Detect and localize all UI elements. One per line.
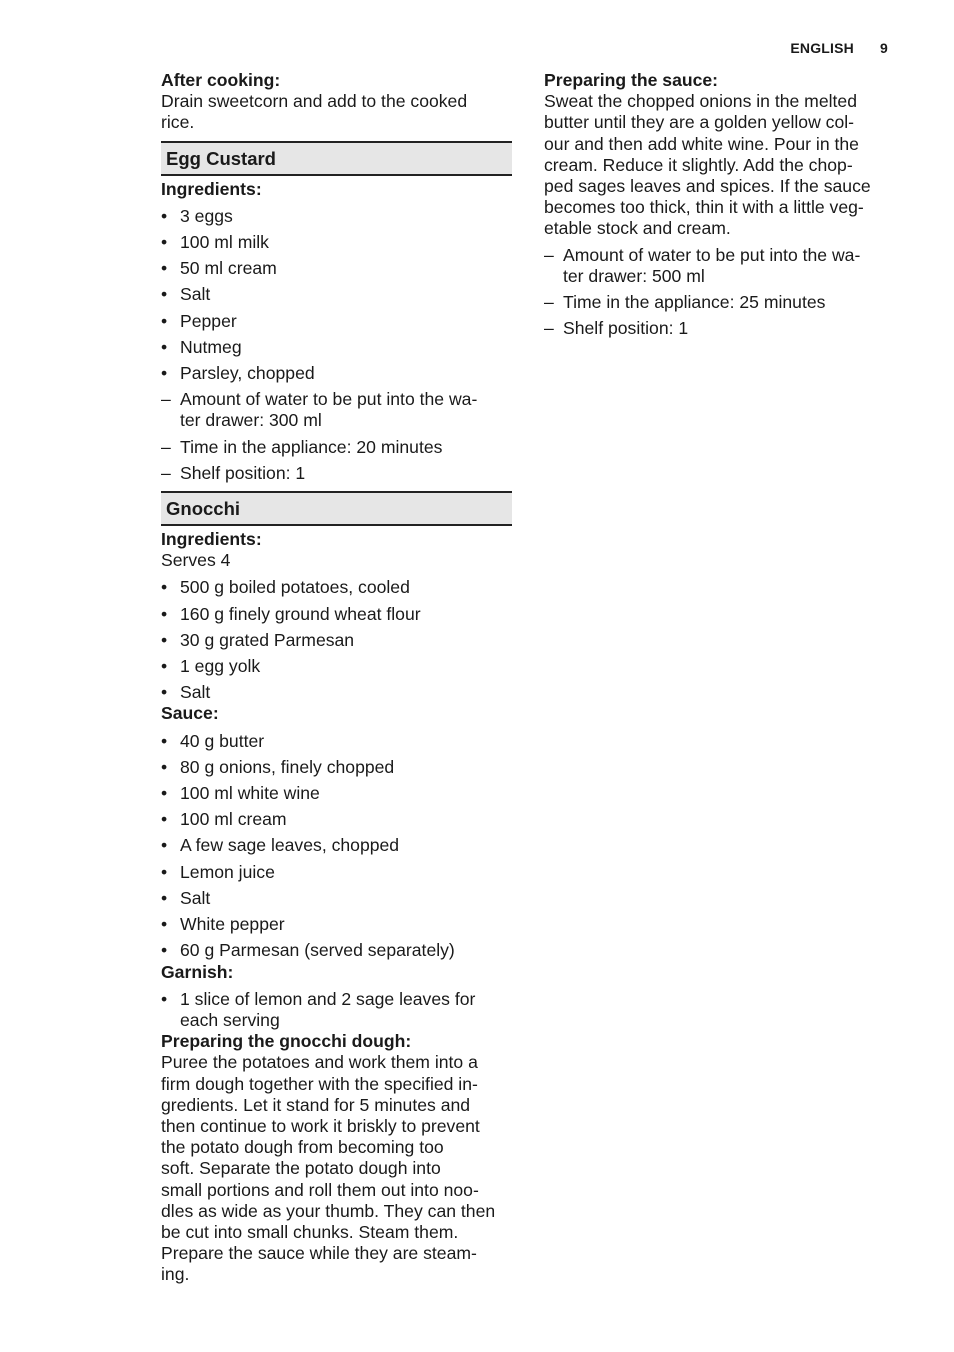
- sauce-item: • White pepper: [161, 914, 512, 935]
- ingredient-item: • Nutmeg: [161, 337, 512, 358]
- sauce-item: • 100 ml white wine: [161, 783, 512, 804]
- ingredient-item: • Pepper: [161, 311, 512, 332]
- garnish-label: Garnish:: [161, 961, 234, 982]
- gnocchi-ingredient-list: [161, 577, 512, 703]
- ingredient-item: • 160 g finely ground wheat flour: [161, 604, 512, 625]
- step-item: – Time in the appliance: 25 minutes: [544, 292, 894, 313]
- sauce-item: • 40 g butter: [161, 731, 512, 752]
- step-item: – Shelf position: 1: [544, 318, 894, 339]
- ingredient-item: • Salt: [161, 682, 512, 703]
- after-cooking-text: Drain sweetcorn and add to the cooked rice.: [161, 91, 468, 133]
- sauce-label: Sauce:: [161, 703, 219, 724]
- ingredient-item: • 1 egg yolk: [161, 656, 512, 677]
- ingredient-item: • 50 ml cream: [161, 258, 512, 279]
- sauce-ingredient-list: [161, 731, 512, 962]
- sauce-item: • 100 ml cream: [161, 809, 512, 830]
- egg-custard-step-list: [161, 389, 512, 484]
- sauce-item: • Salt: [161, 888, 512, 909]
- ingredient-item: • 500 g boiled potatoes, cooled: [161, 577, 512, 598]
- page-number: 9: [880, 40, 888, 56]
- ingredient-item: • 100 ml milk: [161, 232, 512, 253]
- dough-text: Puree the potatoes and work them into a firm dough together with the specified in- gredients. Let it stand for 5 minutes and then continue to work it briskly to prevent the potato dough from becoming too soft. Separate the potato dough into small portions and roll them out into noo- dles as wide as your thumb. They can then be cut into small chunks. Steam them. Prepare the sauce while they are steam- ing.: [161, 1052, 496, 1285]
- sauce-prep-heading: Preparing the sauce:: [544, 70, 719, 90]
- gnocchi-title: Gnocchi: [161, 491, 512, 526]
- ingredient-item: • Salt: [161, 284, 512, 305]
- ingredient-item: • 3 eggs: [161, 206, 512, 227]
- step-item: – Shelf position: 1: [161, 463, 512, 484]
- sauce-item: • Lemon juice: [161, 862, 512, 883]
- language-label: ENGLISH: [790, 40, 854, 56]
- step-item: – Amount of water to be put into the wa- ter drawer: 300 ml: [161, 389, 512, 431]
- step-item: – Time in the appliance: 20 minutes: [161, 437, 512, 458]
- after-cooking-heading: After cooking:: [161, 70, 281, 90]
- sauce-step-list: [544, 245, 894, 340]
- sauce-prep-text: Sweat the chopped onions in the melted butter until they are a golden yellow col- our and then add white wine. Pour in the cream. Reduce it slightly. Add the chop- ped sages leaves and spices. If the sauce becomes too thick, thin it with a little veg- etable stock and cream.: [544, 91, 871, 239]
- garnish-item: • 1 slice of lemon and 2 sage leaves for each serving: [161, 989, 512, 1031]
- ingredient-item: • Parsley, chopped: [161, 363, 512, 384]
- egg-custard-title: Egg Custard: [161, 141, 512, 176]
- page-header: [790, 39, 888, 57]
- right-column: [544, 70, 894, 339]
- gnocchi-serves: Serves 4: [161, 550, 231, 571]
- egg-custard-ingredients-label: Ingredients:: [161, 178, 262, 199]
- garnish-list: [161, 989, 512, 1031]
- dough-heading: Preparing the gnocchi dough:: [161, 1031, 412, 1052]
- ingredient-item: • 30 g grated Parmesan: [161, 630, 512, 651]
- sauce-item: • 60 g Parmesan (served separately): [161, 940, 512, 961]
- egg-custard-ingredient-list: [161, 206, 512, 384]
- left-column: [161, 70, 512, 1286]
- step-item: – Amount of water to be put into the wa- ter drawer: 500 ml: [544, 245, 894, 287]
- gnocchi-ingredients-label: Ingredients:: [161, 529, 262, 550]
- sauce-item: • A few sage leaves, chopped: [161, 835, 512, 856]
- sauce-item: • 80 g onions, finely chopped: [161, 757, 512, 778]
